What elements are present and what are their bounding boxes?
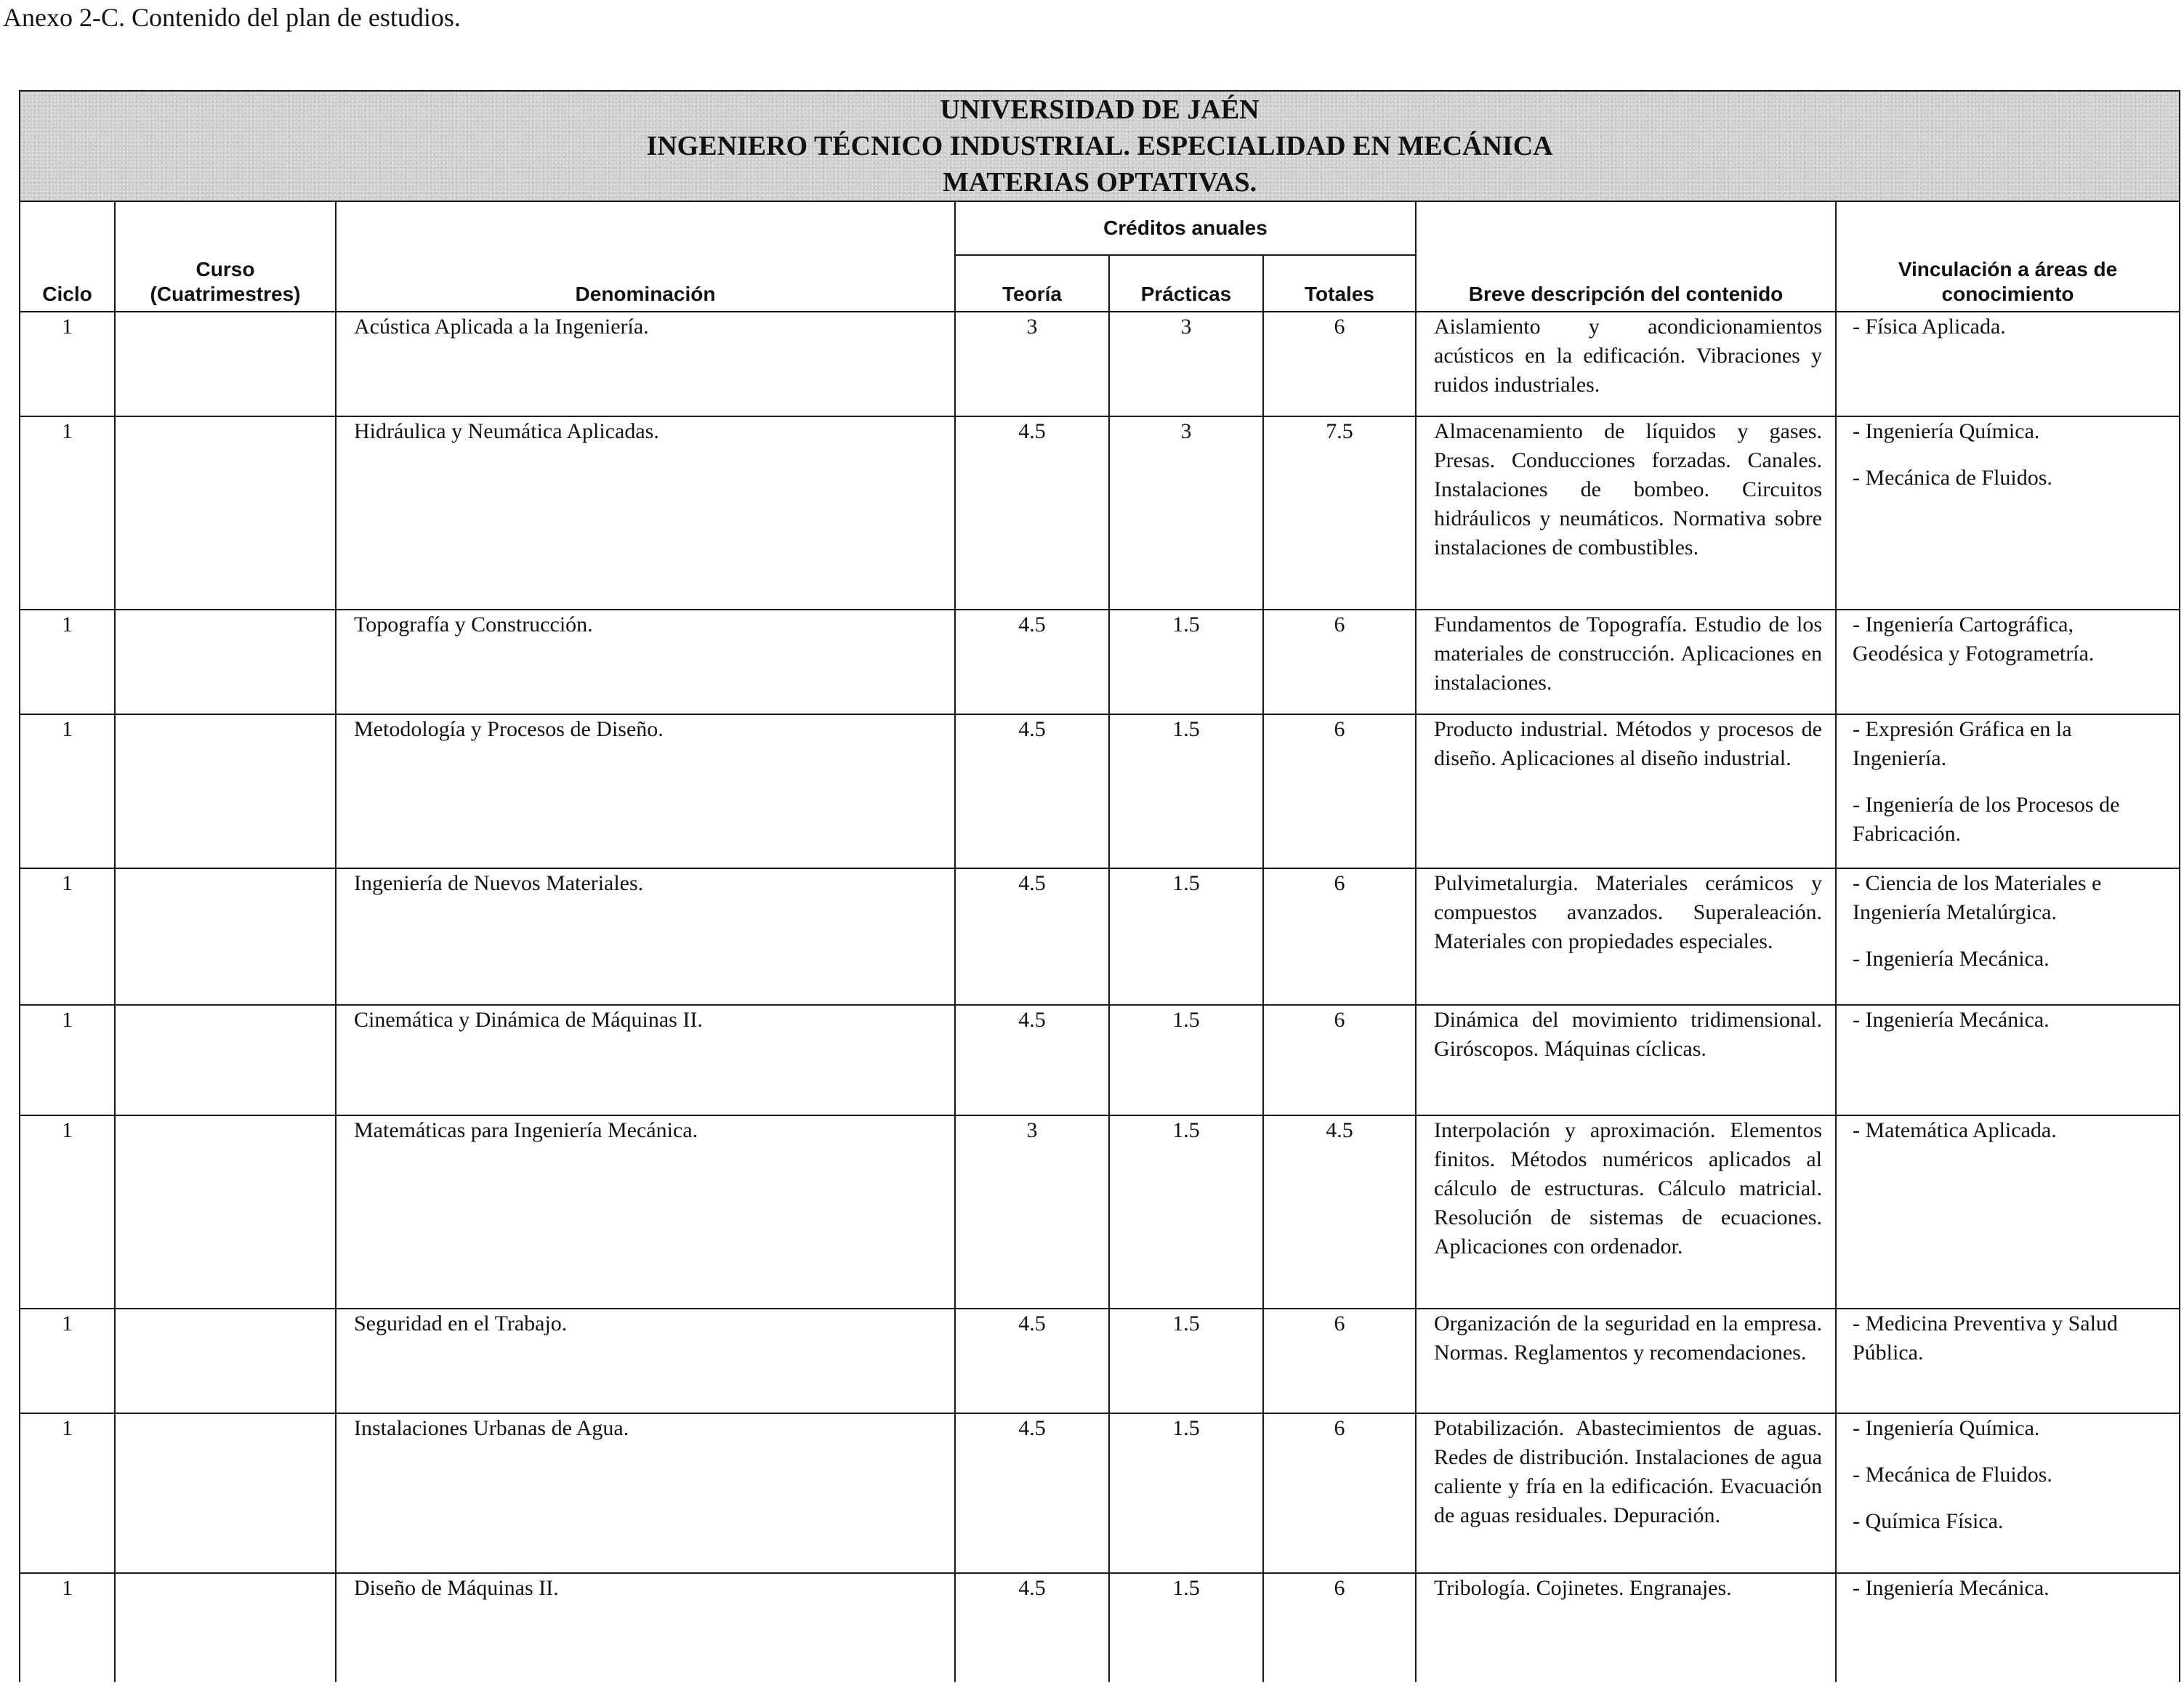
banner-university: UNIVERSIDAD DE JAÉN (940, 94, 1260, 125)
area-item: - Ciencia de los Materiales e Ingeniería Metalúrgica. (1853, 871, 2102, 924)
cell-vinculacion (1836, 868, 2180, 1005)
cell-curso (115, 610, 336, 714)
cell-ciclo: 1 (20, 1115, 115, 1309)
cell-curso (115, 1309, 336, 1413)
cell-denominacion: Diseño de Máquinas II. (336, 1573, 955, 1682)
cell-ciclo: 1 (20, 610, 115, 714)
area-item: - Ingeniería Mecánica. (1853, 1576, 2050, 1600)
cell-descripcion: Almacenamiento de líquidos y gases. Presas. Conducciones forzadas. Canales. Instalaciones de bombeo. Circuitos hidráulicos y neumáticos. Normativa sobre instalaciones de combustibles. (1416, 416, 1836, 610)
banner-degree: INGENIERO TÉCNICO INDUSTRIAL. ESPECIALIDAD EN MECÁNICA (646, 131, 1553, 161)
cell-totales: 6 (1263, 1413, 1416, 1573)
cell-curso (115, 1115, 336, 1309)
area-item: - Ingeniería Mecánica. (1853, 1008, 2050, 1032)
cell-vinculacion (1836, 714, 2180, 868)
cell-descripcion: Interpolación y aproximación. Elementos finitos. Métodos numéricos aplicados al cálculo de estructuras. Cálculo matricial. Resolución de sistemas de ecuaciones. Aplicaciones con ordenador. (1416, 1115, 1836, 1309)
cell-curso (115, 1413, 336, 1573)
cell-totales: 6 (1263, 610, 1416, 714)
cell-curso (115, 1573, 336, 1682)
table-banner (20, 91, 2180, 201)
cell-denominacion: Hidráulica y Neumática Aplicadas. (336, 416, 955, 610)
cell-practicas: 3 (1109, 312, 1263, 416)
cell-curso (115, 312, 336, 416)
cell-teoria: 4.5 (955, 1413, 1109, 1573)
header-totales: Totales (1263, 255, 1416, 312)
cell-vinculacion (1836, 1573, 2180, 1682)
table-row (20, 312, 2180, 416)
cell-practicas: 1.5 (1109, 1309, 1263, 1413)
header-vinculacion-line1: Vinculación a áreas de (1898, 258, 2118, 280)
header-descripcion: Breve descripción del contenido (1416, 201, 1836, 312)
cell-teoria: 4.5 (955, 1573, 1109, 1682)
cell-totales: 7.5 (1263, 416, 1416, 610)
area-item: - Física Aplicada. (1853, 315, 2006, 339)
area-item: - Ingeniería de los Procesos de Fabricación. (1853, 793, 2120, 846)
cell-descripcion: Potabilización. Abastecimientos de aguas. Redes de distribución. Instalaciones de agua caliente y fría en la edificación. Evacuación de aguas residuales. Depuración. (1416, 1413, 1836, 1573)
cell-vinculacion (1836, 416, 2180, 610)
cell-totales: 6 (1263, 1309, 1416, 1413)
table-row (20, 1573, 2180, 1682)
cell-descripcion: Producto industrial. Métodos y procesos de diseño. Aplicaciones al diseño industrial. (1416, 714, 1836, 868)
cell-totales: 6 (1263, 714, 1416, 868)
cell-curso (115, 416, 336, 610)
table-row (20, 1413, 2180, 1573)
area-item: - Mecánica de Fluidos. (1853, 1463, 2052, 1487)
cell-denominacion: Metodología y Procesos de Diseño. (336, 714, 955, 868)
header-curso (115, 201, 336, 312)
cell-vinculacion (1836, 1309, 2180, 1413)
cell-ciclo: 1 (20, 1573, 115, 1682)
cell-ciclo: 1 (20, 868, 115, 1005)
table-body (20, 312, 2180, 1682)
cell-totales: 4.5 (1263, 1115, 1416, 1309)
cell-practicas: 1.5 (1109, 1573, 1263, 1682)
cell-descripcion: Tribología. Cojinetes. Engranajes. (1416, 1573, 1836, 1682)
study-plan-table (19, 90, 2180, 1682)
header-teoria: Teoría (955, 255, 1109, 312)
cell-curso (115, 714, 336, 868)
area-item: - Matemática Aplicada. (1853, 1118, 2057, 1142)
table-row (20, 1005, 2180, 1115)
cell-teoria: 4.5 (955, 1309, 1109, 1413)
cell-practicas: 3 (1109, 416, 1263, 610)
cell-descripcion: Pulvimetalurgia. Materiales cerámicos y compuestos avanzados. Superaleación. Materiales con propiedades especiales. (1416, 868, 1836, 1005)
cell-ciclo: 1 (20, 312, 115, 416)
cell-denominacion: Acústica Aplicada a la Ingeniería. (336, 312, 955, 416)
area-item: - Química Física. (1853, 1509, 2004, 1533)
cell-ciclo: 1 (20, 714, 115, 868)
cell-practicas: 1.5 (1109, 868, 1263, 1005)
cell-totales: 6 (1263, 1573, 1416, 1682)
cell-vinculacion (1836, 1413, 2180, 1573)
cell-ciclo: 1 (20, 1413, 115, 1573)
header-creditos: Créditos anuales (955, 201, 1416, 255)
cell-practicas: 1.5 (1109, 714, 1263, 868)
table-row (20, 416, 2180, 610)
header-curso-line1: Curso (196, 258, 255, 280)
cell-curso (115, 868, 336, 1005)
header-curso-line2: (Cuatrimestres) (150, 283, 301, 305)
cell-denominacion: Seguridad en el Trabajo. (336, 1309, 955, 1413)
area-item: - Ingeniería Mecánica. (1853, 947, 2050, 971)
cell-totales: 6 (1263, 1005, 1416, 1115)
area-item: - Expresión Gráfica en la Ingeniería. (1853, 717, 2072, 770)
cell-curso (115, 1005, 336, 1115)
cell-descripcion: Dinámica del movimiento tridimensional. Giróscopos. Máquinas cíclicas. (1416, 1005, 1836, 1115)
header-denominacion: Denominación (336, 201, 955, 312)
cell-denominacion: Topografía y Construcción. (336, 610, 955, 714)
cell-totales: 6 (1263, 868, 1416, 1005)
area-item: - Mecánica de Fluidos. (1853, 466, 2052, 490)
cell-descripcion: Organización de la seguridad en la empresa. Normas. Reglamentos y recomendaciones. (1416, 1309, 1836, 1413)
area-item: - Ingeniería Cartográfica, Geodésica y Fotogrametría. (1853, 613, 2095, 666)
banner-subject-type: MATERIAS OPTATIVAS. (942, 167, 1257, 198)
header-vinculacion-line2: conocimiento (1941, 283, 2074, 305)
header-vinculacion (1836, 201, 2180, 312)
cell-teoria: 4.5 (955, 1005, 1109, 1115)
cell-ciclo: 1 (20, 1005, 115, 1115)
page-caption: Anexo 2-C. Contenido del plan de estudios. (3, 3, 461, 32)
cell-descripcion: Aislamiento y acondicionamientos acústicos en la edificación. Vibraciones y ruidos industriales. (1416, 312, 1836, 416)
table-row (20, 610, 2180, 714)
table-row (20, 868, 2180, 1005)
cell-practicas: 1.5 (1109, 1413, 1263, 1573)
area-item: - Ingeniería Química. (1853, 1416, 2040, 1440)
cell-practicas: 1.5 (1109, 1115, 1263, 1309)
area-item: - Ingeniería Química. (1853, 419, 2040, 443)
cell-ciclo: 1 (20, 1309, 115, 1413)
cell-totales: 6 (1263, 312, 1416, 416)
cell-teoria: 4.5 (955, 868, 1109, 1005)
cell-vinculacion (1836, 312, 2180, 416)
cell-descripcion: Fundamentos de Topografía. Estudio de los materiales de construcción. Aplicaciones en instalaciones. (1416, 610, 1836, 714)
cell-denominacion: Instalaciones Urbanas de Agua. (336, 1413, 955, 1573)
cell-denominacion: Matemáticas para Ingeniería Mecánica. (336, 1115, 955, 1309)
table-row (20, 1115, 2180, 1309)
cell-denominacion: Cinemática y Dinámica de Máquinas II. (336, 1005, 955, 1115)
cell-practicas: 1.5 (1109, 1005, 1263, 1115)
cell-vinculacion (1836, 610, 2180, 714)
cell-ciclo: 1 (20, 416, 115, 610)
table-row (20, 1309, 2180, 1413)
cell-teoria: 4.5 (955, 416, 1109, 610)
area-item: - Medicina Preventiva y Salud Pública. (1853, 1312, 2118, 1365)
cell-teoria: 4.5 (955, 714, 1109, 868)
header-practicas: Prácticas (1109, 255, 1263, 312)
cell-teoria: 3 (955, 312, 1109, 416)
cell-teoria: 3 (955, 1115, 1109, 1309)
cell-vinculacion (1836, 1115, 2180, 1309)
cell-practicas: 1.5 (1109, 610, 1263, 714)
cell-teoria: 4.5 (955, 610, 1109, 714)
table-row (20, 714, 2180, 868)
cell-vinculacion (1836, 1005, 2180, 1115)
header-ciclo: Ciclo (20, 201, 115, 312)
cell-denominacion: Ingeniería de Nuevos Materiales. (336, 868, 955, 1005)
